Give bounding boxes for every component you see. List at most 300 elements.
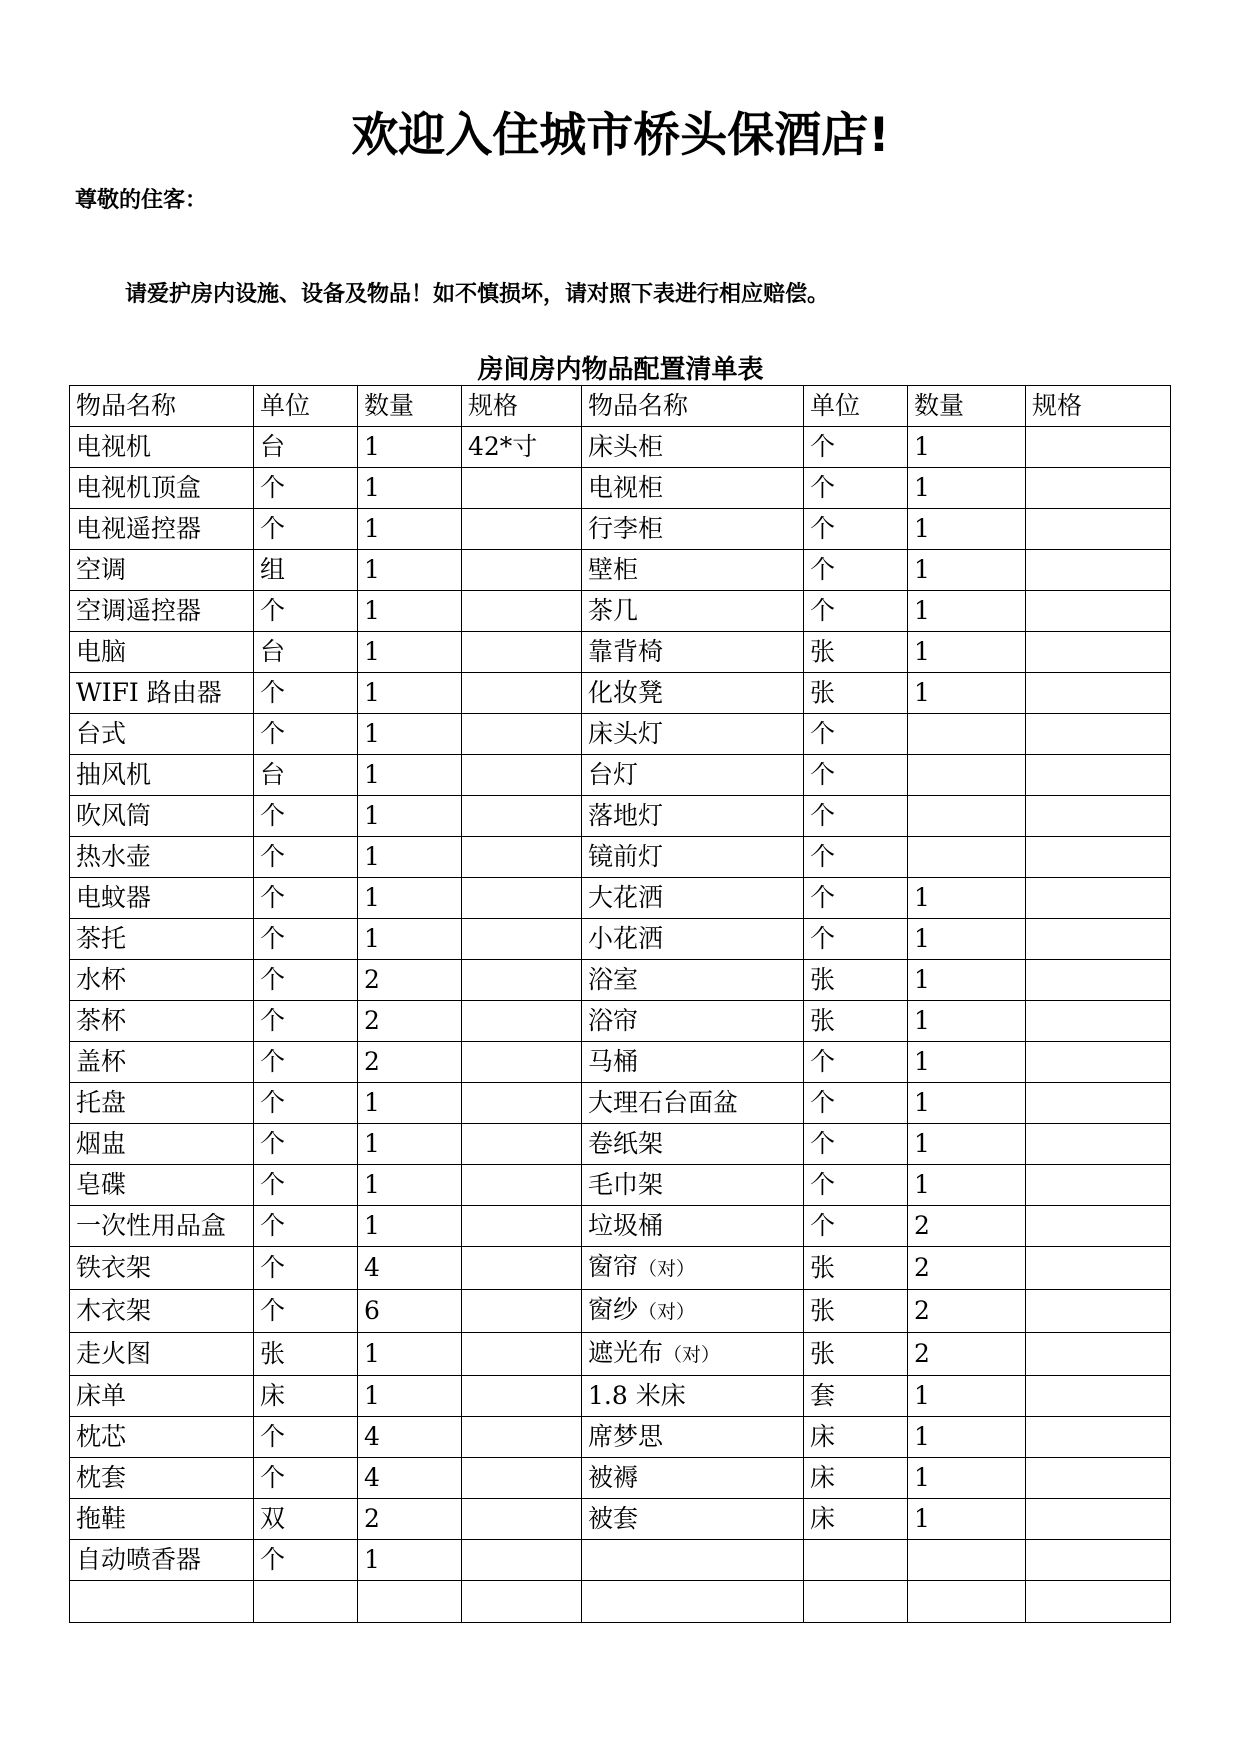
table-cell: [254, 1540, 358, 1581]
table-row: [70, 796, 1171, 837]
table-cell: [1026, 1458, 1171, 1499]
table-cell: [358, 755, 462, 796]
table-cell: [462, 919, 582, 960]
cell-text: 2: [364, 1047, 380, 1076]
cell-text: 毛巾架: [588, 1170, 664, 1199]
cell-text: 张: [810, 1296, 836, 1325]
table-cell: [70, 1165, 254, 1206]
table-cell: [70, 714, 254, 755]
cell-text: 1: [364, 678, 380, 707]
cell-text: 台: [260, 760, 286, 789]
cell-text: 个: [260, 1170, 286, 1199]
table-cell: [1026, 1124, 1171, 1165]
table-cell: [1026, 919, 1171, 960]
table-cell: [358, 1042, 462, 1083]
table-cell: [462, 509, 582, 550]
table-cell: [462, 1124, 582, 1165]
table-cell: [908, 550, 1026, 591]
inventory-table: [69, 385, 1171, 1623]
cell-text: 1: [914, 924, 930, 953]
table-cell: [358, 1290, 462, 1333]
cell-text: 个: [260, 1296, 286, 1325]
table-cell: [908, 1042, 1026, 1083]
table-cell: [358, 591, 462, 632]
cell-text: 张: [810, 637, 836, 666]
cell-text: 台: [260, 432, 286, 461]
cell-text: 2: [914, 1253, 930, 1282]
table-cell: [582, 591, 804, 632]
table-body: [70, 427, 1171, 1623]
cell-text: 1: [364, 760, 380, 789]
cell-text: 1: [364, 473, 380, 502]
table-cell: [254, 1290, 358, 1333]
table-cell: [582, 837, 804, 878]
cell-text: 1: [364, 924, 380, 953]
table-cell: [804, 1581, 908, 1623]
table-cell: [358, 1333, 462, 1376]
table-cell: [804, 755, 908, 796]
table-cell: [358, 1458, 462, 1499]
cell-text: 1: [914, 1504, 930, 1533]
table-row: [70, 837, 1171, 878]
cell-suffix: （对）: [663, 1344, 721, 1366]
cell-text: 个: [260, 596, 286, 625]
cell-text: 1: [364, 1211, 380, 1240]
cell-text: 个: [810, 719, 836, 748]
cell-text: 2: [364, 965, 380, 994]
header-cell: 规格: [462, 386, 582, 427]
table-cell: [358, 1499, 462, 1540]
table-cell: [462, 673, 582, 714]
table-cell: [70, 878, 254, 919]
table-cell: [358, 837, 462, 878]
table-cell: [358, 1124, 462, 1165]
table-cell: [358, 550, 462, 591]
table-cell: [804, 1333, 908, 1376]
cell-text: 枕芯: [76, 1422, 127, 1451]
table-cell: [254, 427, 358, 468]
cell-text: 1: [914, 432, 930, 461]
table-cell: [254, 1376, 358, 1417]
table-cell: [254, 1581, 358, 1623]
table-cell: [1026, 1206, 1171, 1247]
table-cell: [1026, 1165, 1171, 1206]
table-cell: [254, 1165, 358, 1206]
table-cell: [582, 878, 804, 919]
table-cell: [358, 1376, 462, 1417]
cell-text: 个: [260, 924, 286, 953]
cell-text: 1: [364, 1129, 380, 1158]
cell-text: 烟盅: [76, 1129, 127, 1158]
table-row: [70, 755, 1171, 796]
table-cell: [254, 878, 358, 919]
table-cell: [582, 1247, 804, 1290]
table-row: [70, 1333, 1171, 1376]
cell-text: 水杯: [76, 965, 127, 994]
cell-text: 吹风筒: [76, 801, 152, 830]
cell-text: 一次性用品盒: [76, 1211, 227, 1240]
cell-text: 被褥: [588, 1463, 639, 1492]
cell-text: 床: [810, 1504, 836, 1533]
cell-text: 电视遥控器: [76, 514, 202, 543]
cell-text: 6: [364, 1296, 380, 1325]
table-cell: [908, 796, 1026, 837]
table-cell: [462, 1540, 582, 1581]
cell-text: 1: [364, 596, 380, 625]
table-cell: [908, 714, 1026, 755]
table-cell: [908, 1165, 1026, 1206]
cell-text: 个: [260, 1463, 286, 1492]
cell-text: 浴帘: [588, 1006, 639, 1035]
cell-text: 床: [810, 1463, 836, 1492]
table-row: [70, 960, 1171, 1001]
cell-text: 42*寸: [468, 432, 538, 461]
table-cell: [462, 1042, 582, 1083]
table-row: [70, 550, 1171, 591]
cell-text: 4: [364, 1422, 380, 1451]
cell-text: 4: [364, 1463, 380, 1492]
cell-text: 个: [260, 473, 286, 502]
cell-text: 遮光布: [588, 1338, 664, 1367]
table-cell: [908, 1333, 1026, 1376]
cell-text: 4: [364, 1253, 380, 1282]
table-cell: [1026, 755, 1171, 796]
cell-text: 1: [914, 1463, 930, 1492]
table-cell: [908, 1206, 1026, 1247]
table-cell: [358, 1247, 462, 1290]
table-row: [70, 1247, 1171, 1290]
table-cell: [462, 1499, 582, 1540]
table-cell: [254, 468, 358, 509]
table-cell: [358, 878, 462, 919]
cell-text: 2: [364, 1006, 380, 1035]
table-cell: [462, 755, 582, 796]
cell-text: 个: [260, 719, 286, 748]
table-cell: [582, 1083, 804, 1124]
table-row: [70, 1499, 1171, 1540]
cell-text: 盖杯: [76, 1047, 127, 1076]
cell-text: 1: [364, 1545, 380, 1574]
table-cell: [358, 960, 462, 1001]
header-cell: 数量: [908, 386, 1026, 427]
table-cell: [908, 1417, 1026, 1458]
cell-text: 窗纱: [588, 1295, 639, 1324]
cell-text: 组: [260, 555, 286, 584]
table-cell: [1026, 878, 1171, 919]
table-cell: [582, 960, 804, 1001]
cell-text: 个: [810, 842, 836, 871]
cell-text: 个: [810, 1129, 836, 1158]
table-cell: [582, 1376, 804, 1417]
cell-text: 个: [260, 1047, 286, 1076]
table-row: [70, 632, 1171, 673]
cell-text: 大花洒: [588, 883, 664, 912]
table-cell: [462, 1458, 582, 1499]
table-cell: [908, 919, 1026, 960]
table-row: [70, 1290, 1171, 1333]
table-cell: [462, 427, 582, 468]
table-cell: [582, 1540, 804, 1581]
table-cell: [1026, 1417, 1171, 1458]
cell-text: 个: [810, 1211, 836, 1240]
cell-text: 个: [810, 1047, 836, 1076]
cell-text: 电视机顶盒: [76, 473, 202, 502]
cell-text: 个: [260, 1088, 286, 1117]
table-cell: [582, 509, 804, 550]
table-cell: [70, 1417, 254, 1458]
table-cell: [70, 591, 254, 632]
cell-text: 张: [810, 1006, 836, 1035]
cell-text: 个: [810, 596, 836, 625]
table-cell: [582, 1417, 804, 1458]
cell-text: 电脑: [76, 637, 127, 666]
cell-text: 床: [810, 1422, 836, 1451]
table-cell: [804, 878, 908, 919]
table-row: [70, 427, 1171, 468]
table-cell: [462, 878, 582, 919]
table-cell: [804, 1376, 908, 1417]
table-cell: [254, 1333, 358, 1376]
cell-text: 床单: [76, 1381, 127, 1410]
cell-text: 拖鞋: [76, 1504, 127, 1533]
table-cell: [582, 632, 804, 673]
cell-text: 小花洒: [588, 924, 664, 953]
table-cell: [462, 1376, 582, 1417]
cell-text: 个: [810, 555, 836, 584]
table-cell: [70, 550, 254, 591]
cell-text: 垃圾桶: [588, 1211, 664, 1240]
header-cell: 规格: [1026, 386, 1171, 427]
cell-text: 个: [810, 801, 836, 830]
table-cell: [254, 509, 358, 550]
table-cell: [462, 1581, 582, 1623]
table-cell: [254, 591, 358, 632]
table-cell: [804, 468, 908, 509]
cell-text: 个: [810, 1170, 836, 1199]
table-cell: [70, 1458, 254, 1499]
cell-text: 床头柜: [588, 432, 664, 461]
table-cell: [1026, 1290, 1171, 1333]
table-cell: [908, 1001, 1026, 1042]
table-cell: [582, 1042, 804, 1083]
table-cell: [462, 1165, 582, 1206]
cell-text: 镜前灯: [588, 842, 664, 871]
cell-text: 1: [364, 1170, 380, 1199]
table-cell: [1026, 1376, 1171, 1417]
table-cell: [804, 673, 908, 714]
table-cell: [908, 1290, 1026, 1333]
table-cell: [70, 1042, 254, 1083]
cell-text: 1: [364, 1088, 380, 1117]
table-row: [70, 1540, 1171, 1581]
header-cell: 单位: [254, 386, 358, 427]
table-cell: [462, 960, 582, 1001]
cell-text: 1: [914, 1006, 930, 1035]
table-row: [70, 1001, 1171, 1042]
table-cell: [582, 427, 804, 468]
table-cell: [908, 1499, 1026, 1540]
table-cell: [70, 1247, 254, 1290]
table-cell: [358, 1581, 462, 1623]
table-cell: [358, 1001, 462, 1042]
table-cell: [70, 919, 254, 960]
table-row: [70, 714, 1171, 755]
table-cell: [908, 837, 1026, 878]
cell-text: 1.8 米床: [588, 1381, 686, 1410]
cell-text: 1: [914, 1129, 930, 1158]
cell-text: 1: [364, 514, 380, 543]
table-row: [70, 509, 1171, 550]
table-cell: [462, 1083, 582, 1124]
table-cell: [462, 837, 582, 878]
table-cell: [582, 550, 804, 591]
header-cell: 物品名称: [70, 386, 254, 427]
table-cell: [358, 468, 462, 509]
cell-text: 张: [810, 965, 836, 994]
cell-text: 个: [810, 883, 836, 912]
table-cell: [804, 1417, 908, 1458]
cell-text: 张: [810, 678, 836, 707]
table-row: [70, 1417, 1171, 1458]
cell-text: 1: [364, 555, 380, 584]
table-cell: [804, 1499, 908, 1540]
table-cell: [254, 1083, 358, 1124]
notice: 请爱护房内设施、设备及物品！如不慎损坏，请对照下表进行相应赔偿。: [125, 282, 830, 307]
header-cell: 数量: [358, 386, 462, 427]
table-cell: [1026, 1042, 1171, 1083]
cell-suffix: （对）: [638, 1301, 696, 1323]
cell-text: 个: [260, 1545, 286, 1574]
table-cell: [804, 837, 908, 878]
cell-text: 张: [260, 1339, 286, 1368]
cell-text: 1: [914, 678, 930, 707]
table-cell: [582, 714, 804, 755]
table-cell: [1026, 591, 1171, 632]
cell-text: 1: [364, 801, 380, 830]
cell-text: 茶杯: [76, 1006, 127, 1035]
table-cell: [462, 1333, 582, 1376]
table-cell: [70, 1333, 254, 1376]
table-cell: [908, 591, 1026, 632]
table-cell: [908, 1540, 1026, 1581]
table-cell: [804, 1540, 908, 1581]
table-cell: [254, 714, 358, 755]
table-cell: [908, 509, 1026, 550]
table-cell: [358, 919, 462, 960]
table-cell: [582, 919, 804, 960]
table-cell: [1026, 1540, 1171, 1581]
cell-text: 个: [260, 883, 286, 912]
table-cell: [1026, 673, 1171, 714]
cell-text: 1: [914, 1088, 930, 1117]
table-cell: [254, 1001, 358, 1042]
table-title: 房间房内物品配置清单表: [477, 355, 764, 385]
cell-text: 电视机: [76, 432, 152, 461]
table-cell: [462, 1247, 582, 1290]
cell-text: 浴室: [588, 965, 639, 994]
table-cell: [1026, 1247, 1171, 1290]
table-cell: [582, 1290, 804, 1333]
table-cell: [804, 427, 908, 468]
table-cell: [582, 1001, 804, 1042]
cell-text: 大理石台面盆: [588, 1088, 739, 1117]
cell-text: 枕套: [76, 1463, 127, 1492]
table-cell: [70, 632, 254, 673]
table-cell: [254, 960, 358, 1001]
table-cell: [462, 1206, 582, 1247]
table-cell: [462, 468, 582, 509]
cell-text: 铁衣架: [76, 1253, 152, 1282]
table-cell: [804, 1165, 908, 1206]
table-cell: [1026, 632, 1171, 673]
table-cell: [70, 468, 254, 509]
table-cell: [1026, 1499, 1171, 1540]
table-row: [70, 1581, 1171, 1623]
table-cell: [462, 1001, 582, 1042]
table-cell: [1026, 1333, 1171, 1376]
cell-text: 2: [914, 1296, 930, 1325]
table-cell: [254, 1458, 358, 1499]
table-cell: [358, 427, 462, 468]
cell-text: 窗帘: [588, 1252, 639, 1281]
table-cell: [804, 1458, 908, 1499]
table-cell: [804, 550, 908, 591]
table-cell: [462, 632, 582, 673]
cell-text: 1: [914, 1422, 930, 1451]
table-cell: [254, 1417, 358, 1458]
cell-text: 木衣架: [76, 1296, 152, 1325]
cell-text: 空调: [76, 555, 127, 584]
cell-text: 台式: [76, 719, 127, 748]
cell-text: 个: [260, 842, 286, 871]
table-cell: [582, 796, 804, 837]
cell-text: 1: [914, 965, 930, 994]
table-cell: [462, 796, 582, 837]
table-row: [70, 468, 1171, 509]
cell-text: 1: [364, 719, 380, 748]
cell-text: 2: [914, 1339, 930, 1368]
table-row: [70, 1165, 1171, 1206]
cell-text: 床: [260, 1381, 286, 1410]
table-cell: [804, 960, 908, 1001]
table-cell: [358, 714, 462, 755]
table-cell: [908, 1247, 1026, 1290]
table-cell: [908, 1124, 1026, 1165]
table-row: [70, 1376, 1171, 1417]
cell-text: 热水壶: [76, 842, 152, 871]
table-row: [70, 591, 1171, 632]
table-cell: [804, 796, 908, 837]
table-cell: [254, 632, 358, 673]
table-cell: [1026, 960, 1171, 1001]
table-cell: [582, 468, 804, 509]
table-cell: [1026, 796, 1171, 837]
table-cell: [70, 1499, 254, 1540]
table-cell: [1026, 1001, 1171, 1042]
table-cell: [804, 591, 908, 632]
cell-text: 个: [260, 1211, 286, 1240]
table-cell: [462, 1417, 582, 1458]
cell-text: 1: [364, 637, 380, 666]
cell-text: 走火图: [76, 1339, 152, 1368]
table-row: [70, 1042, 1171, 1083]
cell-text: 席梦思: [588, 1422, 664, 1451]
header-cell: 单位: [804, 386, 908, 427]
cell-text: 靠背椅: [588, 637, 664, 666]
table-cell: [582, 673, 804, 714]
table-cell: [358, 1165, 462, 1206]
table-cell: [70, 796, 254, 837]
